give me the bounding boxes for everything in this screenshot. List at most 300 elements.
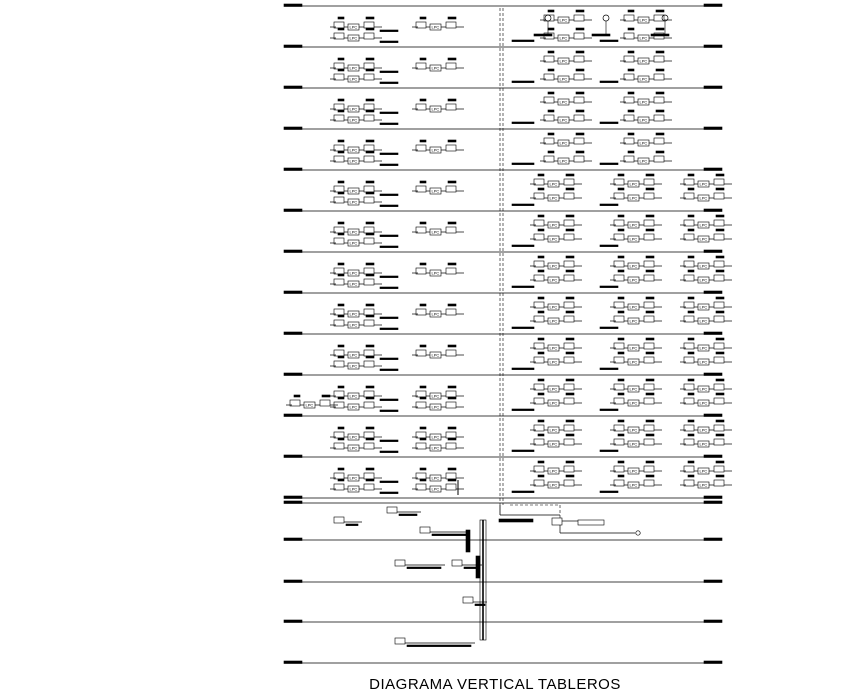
board-tag bbox=[566, 229, 574, 231]
board-symbol bbox=[420, 527, 430, 533]
feeder-tag bbox=[380, 481, 398, 483]
board-symbol bbox=[452, 560, 462, 566]
board-tag bbox=[656, 10, 664, 12]
breaker-tag bbox=[338, 233, 344, 235]
board-tag bbox=[366, 427, 374, 429]
meter-label: LPC bbox=[549, 345, 558, 351]
feeder-tag bbox=[512, 81, 534, 83]
board-tag bbox=[448, 99, 456, 101]
breaker-tag bbox=[338, 28, 344, 30]
meter-label: LPC bbox=[639, 76, 648, 82]
breaker-tag bbox=[538, 420, 544, 422]
distribution-board bbox=[564, 357, 574, 363]
meter-label: LPC bbox=[559, 35, 568, 41]
board-tag bbox=[475, 604, 485, 606]
basement-boards bbox=[334, 505, 640, 647]
breaker-tag bbox=[688, 270, 694, 272]
breaker-tag bbox=[628, 10, 634, 12]
board-tag bbox=[448, 479, 456, 481]
breaker-tag bbox=[338, 192, 344, 194]
meter-label: LPC bbox=[549, 359, 558, 365]
apartment-tablero bbox=[530, 174, 582, 187]
board-tag bbox=[576, 28, 584, 30]
breaker-tag bbox=[548, 51, 554, 53]
breaker-tag bbox=[538, 229, 544, 231]
feeder-tag bbox=[380, 194, 398, 196]
distribution-board bbox=[364, 186, 374, 192]
meter-label: LPC bbox=[699, 427, 708, 433]
board-tag bbox=[448, 468, 456, 470]
apartment-tablero bbox=[680, 434, 732, 447]
board-tag bbox=[566, 352, 574, 354]
apartment-tablero bbox=[610, 379, 662, 392]
meter-label: LPC bbox=[549, 263, 558, 269]
apartment-tablero bbox=[610, 393, 662, 406]
distribution-board bbox=[714, 275, 724, 281]
board-tag bbox=[448, 386, 456, 388]
breaker-tag bbox=[338, 69, 344, 71]
meter-label: LPC bbox=[349, 445, 358, 451]
feeder-tag bbox=[380, 369, 398, 371]
meter-label: LPC bbox=[699, 222, 708, 228]
distribution-board bbox=[364, 33, 374, 39]
feeder-tag bbox=[600, 163, 618, 165]
level-marker-left bbox=[284, 168, 302, 171]
breaker-tag bbox=[338, 17, 344, 19]
apartment-tablero bbox=[610, 352, 662, 365]
board-tag bbox=[576, 69, 584, 71]
meter-label: LPC bbox=[549, 482, 558, 488]
breaker-tag bbox=[688, 311, 694, 313]
distribution-board bbox=[644, 343, 654, 349]
main-board-bar bbox=[499, 519, 533, 522]
meter-label: LPC bbox=[629, 386, 638, 392]
apartment-tablero bbox=[620, 69, 672, 82]
board-tag bbox=[716, 379, 724, 381]
level-marker-right bbox=[704, 496, 722, 499]
distribution-board bbox=[446, 391, 456, 397]
apartment-tablero bbox=[540, 151, 592, 164]
breaker-tag bbox=[618, 393, 624, 395]
meter-label: LPC bbox=[629, 400, 638, 406]
distribution-board bbox=[364, 350, 374, 356]
meter-label: LPC bbox=[629, 318, 638, 324]
level-marker-right bbox=[704, 168, 722, 171]
distribution-board bbox=[364, 320, 374, 326]
meter-label: LPC bbox=[349, 270, 358, 276]
apartment-tablero bbox=[530, 434, 582, 447]
apartment-tablero bbox=[412, 140, 464, 153]
breaker-tag bbox=[538, 338, 544, 340]
apartment-tablero bbox=[680, 256, 732, 269]
feeder-tag bbox=[380, 153, 398, 155]
feeder-tag bbox=[380, 246, 398, 248]
board-tag bbox=[366, 345, 374, 347]
breaker-tag bbox=[688, 229, 694, 231]
level-marker-right bbox=[704, 373, 722, 376]
distribution-board bbox=[644, 193, 654, 199]
meter-label: LPC bbox=[629, 482, 638, 488]
meter-label: LPC bbox=[349, 229, 358, 235]
apartment-tablero bbox=[620, 110, 672, 123]
breaker-tag bbox=[338, 315, 344, 317]
breaker-tag bbox=[688, 393, 694, 395]
distribution-board bbox=[364, 279, 374, 285]
apartment-tablero bbox=[530, 229, 582, 242]
meter-label: LPC bbox=[549, 427, 558, 433]
board-tag bbox=[366, 151, 374, 153]
distribution-board bbox=[714, 384, 724, 390]
meter-label: LPC bbox=[629, 427, 638, 433]
apartment-tablero bbox=[530, 256, 582, 269]
level-marker-left bbox=[284, 538, 302, 541]
floor-level bbox=[284, 4, 722, 7]
distribution-board bbox=[714, 398, 724, 404]
apartment-tablero bbox=[530, 270, 582, 283]
meter-label: LPC bbox=[349, 199, 358, 205]
distribution-board bbox=[714, 343, 724, 349]
distribution-board bbox=[564, 179, 574, 185]
level-marker-right bbox=[704, 580, 722, 583]
apartment-tablero bbox=[680, 311, 732, 324]
board-tag bbox=[646, 256, 654, 258]
distribution-board bbox=[564, 466, 574, 472]
apartment-tablero bbox=[680, 420, 732, 433]
meter-label: LPC bbox=[549, 318, 558, 324]
grounding-terminal bbox=[636, 531, 640, 535]
meter-label: LPC bbox=[629, 236, 638, 242]
meter-label: LPC bbox=[629, 277, 638, 283]
meter-label: LPC bbox=[559, 76, 568, 82]
distribution-board bbox=[446, 63, 456, 69]
board-tag bbox=[366, 315, 374, 317]
breaker-tag bbox=[548, 92, 554, 94]
apartment-tablero bbox=[610, 338, 662, 351]
apartment-tablero bbox=[610, 256, 662, 269]
feeder-tag bbox=[380, 41, 398, 43]
board-tag bbox=[366, 386, 374, 388]
level-marker-left bbox=[284, 332, 302, 335]
meter-label: LPC bbox=[349, 322, 358, 328]
apartment-tablero bbox=[620, 133, 672, 146]
board-tag bbox=[566, 393, 574, 395]
meter-label: LPC bbox=[549, 222, 558, 228]
apartment-tablero bbox=[610, 475, 662, 488]
apartment-tablero bbox=[610, 461, 662, 474]
board-tag bbox=[646, 338, 654, 340]
breaker-tag bbox=[420, 479, 426, 481]
board-tag bbox=[407, 567, 441, 569]
distribution-board bbox=[446, 484, 456, 490]
board-tag bbox=[576, 133, 584, 135]
breaker-tag bbox=[618, 270, 624, 272]
breaker-tag bbox=[618, 311, 624, 313]
board-tag bbox=[366, 274, 374, 276]
distribution-board bbox=[364, 402, 374, 408]
board-tag bbox=[716, 188, 724, 190]
apartment-tablero bbox=[610, 215, 662, 228]
apartment-tablero bbox=[680, 215, 732, 228]
distribution-board bbox=[574, 15, 584, 21]
breaker-tag bbox=[688, 420, 694, 422]
meter-label: LPC bbox=[639, 140, 648, 146]
level-marker-right bbox=[704, 86, 722, 89]
meter-label: LPC bbox=[629, 222, 638, 228]
board-tag bbox=[366, 438, 374, 440]
feeder-tag bbox=[512, 122, 534, 124]
board-tag bbox=[366, 397, 374, 399]
breaker-tag bbox=[688, 352, 694, 354]
breaker-tag bbox=[338, 356, 344, 358]
meter-label: LPC bbox=[549, 195, 558, 201]
meter-label: LPC bbox=[559, 17, 568, 23]
board-tag bbox=[566, 297, 574, 299]
distribution-board bbox=[644, 398, 654, 404]
meter-label: LPC bbox=[349, 147, 358, 153]
breaker-tag bbox=[618, 338, 624, 340]
distribution-board bbox=[564, 261, 574, 267]
feeder-tag bbox=[600, 81, 618, 83]
feeder-tag bbox=[380, 276, 398, 278]
distribution-board bbox=[714, 193, 724, 199]
board-tag bbox=[464, 567, 478, 569]
board-tag bbox=[646, 215, 654, 217]
meter-label: LPC bbox=[349, 117, 358, 123]
apartment-tablero bbox=[610, 270, 662, 283]
apartment-tablero bbox=[620, 51, 672, 64]
breaker-tag bbox=[618, 475, 624, 477]
feeder-tag bbox=[512, 163, 534, 165]
distribution-board bbox=[364, 197, 374, 203]
meter-label: LPC bbox=[629, 359, 638, 365]
general-board bbox=[395, 560, 445, 569]
meter-label: LPC bbox=[431, 147, 440, 153]
distribution-board bbox=[644, 275, 654, 281]
board-tag bbox=[656, 110, 664, 112]
apartment-tablero bbox=[610, 297, 662, 310]
meter-label: LPC bbox=[549, 468, 558, 474]
board-tag bbox=[576, 92, 584, 94]
breaker-tag bbox=[618, 188, 624, 190]
meter-label: LPC bbox=[349, 352, 358, 358]
meter-label: LPC bbox=[699, 468, 708, 474]
breaker-tag bbox=[688, 475, 694, 477]
apartment-tablero bbox=[540, 69, 592, 82]
apartment-tablero bbox=[286, 395, 338, 408]
level-marker-left bbox=[284, 455, 302, 458]
apartment-tablero bbox=[530, 393, 582, 406]
distribution-board bbox=[364, 268, 374, 274]
meter-label: LPC bbox=[639, 99, 648, 105]
board-tag bbox=[448, 181, 456, 183]
breaker-tag bbox=[338, 397, 344, 399]
board-tag bbox=[566, 174, 574, 176]
level-marker-right bbox=[704, 209, 722, 212]
breaker-tag bbox=[420, 140, 426, 142]
breaker-tag bbox=[420, 58, 426, 60]
service-tag bbox=[592, 34, 610, 36]
distribution-board bbox=[564, 302, 574, 308]
breaker-tag bbox=[618, 461, 624, 463]
level-marker-left bbox=[284, 501, 302, 504]
board-tag bbox=[407, 645, 471, 647]
board-tag bbox=[716, 393, 724, 395]
breaker-tag bbox=[618, 297, 624, 299]
board-tag bbox=[366, 192, 374, 194]
board-tag bbox=[646, 174, 654, 176]
feeder-tag bbox=[380, 317, 398, 319]
distribution-board bbox=[364, 238, 374, 244]
distribution-board bbox=[644, 357, 654, 363]
distribution-board bbox=[714, 480, 724, 486]
distribution-board bbox=[644, 316, 654, 322]
apartment-tablero bbox=[540, 110, 592, 123]
board-tag bbox=[366, 304, 374, 306]
apartment-tablero bbox=[610, 229, 662, 242]
board-tag bbox=[576, 110, 584, 112]
board-tag bbox=[716, 338, 724, 340]
apartment-tablero bbox=[610, 188, 662, 201]
meter-label: LPC bbox=[549, 236, 558, 242]
meter-label: LPC bbox=[629, 345, 638, 351]
distribution-board bbox=[446, 402, 456, 408]
breaker-tag bbox=[338, 345, 344, 347]
meter-label: LPC bbox=[431, 393, 440, 399]
breaker-tag bbox=[538, 379, 544, 381]
meter-label: LPC bbox=[431, 229, 440, 235]
board-tag bbox=[448, 304, 456, 306]
floor-level bbox=[284, 538, 722, 541]
board-tag bbox=[646, 475, 654, 477]
general-board bbox=[420, 527, 470, 536]
breaker-tag bbox=[538, 311, 544, 313]
apartment-tablero bbox=[680, 461, 732, 474]
distribution-board bbox=[364, 443, 374, 449]
breaker-tag bbox=[338, 222, 344, 224]
board-tag bbox=[566, 270, 574, 272]
apartment-tablero bbox=[680, 475, 732, 488]
meter-label: LPC bbox=[699, 386, 708, 392]
board-tag bbox=[448, 222, 456, 224]
board-tag bbox=[346, 524, 358, 526]
distribution-board bbox=[564, 398, 574, 404]
distribution-board bbox=[320, 400, 330, 406]
meter-label: LPC bbox=[549, 400, 558, 406]
distribution-board bbox=[364, 227, 374, 233]
level-marker-right bbox=[704, 414, 722, 417]
breaker-tag bbox=[628, 69, 634, 71]
meter-label: LPC bbox=[699, 400, 708, 406]
apartment-tablero bbox=[620, 151, 672, 164]
board-tag bbox=[448, 58, 456, 60]
meter-label: LPC bbox=[699, 277, 708, 283]
distribution-board bbox=[364, 104, 374, 110]
feeder-tag bbox=[380, 205, 398, 207]
breaker-tag bbox=[618, 379, 624, 381]
breaker-tag bbox=[338, 304, 344, 306]
board-tag bbox=[646, 352, 654, 354]
feeder-tag bbox=[512, 327, 534, 329]
meter-label: LPC bbox=[431, 352, 440, 358]
breaker-tag bbox=[548, 110, 554, 112]
apartment-tablero bbox=[530, 215, 582, 228]
apartment-tablero bbox=[530, 461, 582, 474]
feeder-tag bbox=[512, 286, 534, 288]
general-board bbox=[387, 507, 421, 516]
breaker-tag bbox=[538, 393, 544, 395]
apartment-tablero bbox=[610, 434, 662, 447]
board-tag bbox=[366, 140, 374, 142]
apartment-tablero bbox=[680, 379, 732, 392]
feeder-tag bbox=[600, 491, 618, 493]
distribution-board bbox=[564, 384, 574, 390]
board-tag bbox=[566, 420, 574, 422]
feeder-tag bbox=[380, 82, 398, 84]
distribution-board bbox=[364, 432, 374, 438]
board-symbol bbox=[395, 638, 405, 644]
level-marker-right bbox=[704, 4, 722, 7]
meter-label: LPC bbox=[349, 240, 358, 246]
meter-label: LPC bbox=[431, 24, 440, 30]
apartment-tablero bbox=[610, 311, 662, 324]
distribution-board bbox=[574, 156, 584, 162]
meter-label: LPC bbox=[431, 188, 440, 194]
board-tag bbox=[432, 534, 466, 536]
distribution-board bbox=[714, 261, 724, 267]
apartment-tablero bbox=[680, 393, 732, 406]
distribution-board bbox=[644, 234, 654, 240]
apartment-tablero bbox=[530, 311, 582, 324]
breaker-tag bbox=[538, 188, 544, 190]
apartment-tablero bbox=[540, 133, 592, 146]
level-marker-left bbox=[284, 250, 302, 253]
board-tag bbox=[366, 233, 374, 235]
breaker-tag bbox=[688, 297, 694, 299]
level-marker-right bbox=[704, 661, 722, 664]
board-tag bbox=[322, 395, 330, 397]
breaker-tag bbox=[338, 140, 344, 142]
feeder-tag bbox=[380, 451, 398, 453]
level-marker-right bbox=[704, 455, 722, 458]
meter-label: LPC bbox=[699, 263, 708, 269]
board-tag bbox=[566, 311, 574, 313]
breaker-tag bbox=[618, 352, 624, 354]
breaker-tag bbox=[420, 427, 426, 429]
meter-label: LPC bbox=[639, 158, 648, 164]
board-tag bbox=[566, 256, 574, 258]
apartment-tablero bbox=[530, 379, 582, 392]
distribution-board bbox=[364, 63, 374, 69]
breaker-tag bbox=[548, 133, 554, 135]
breaker-tag bbox=[688, 379, 694, 381]
meter-label: LPC bbox=[699, 181, 708, 187]
meter-label: LPC bbox=[349, 106, 358, 112]
breaker-tag bbox=[538, 174, 544, 176]
breaker-tag bbox=[420, 17, 426, 19]
feeder-tag bbox=[380, 235, 398, 237]
breaker-tag bbox=[420, 397, 426, 399]
floor-level bbox=[284, 580, 722, 583]
distribution-board bbox=[564, 425, 574, 431]
meter-label: LPC bbox=[629, 441, 638, 447]
board-tag bbox=[716, 174, 724, 176]
board-tag bbox=[656, 51, 664, 53]
meter-label: LPC bbox=[699, 345, 708, 351]
breaker-tag bbox=[420, 222, 426, 224]
feeder-tag bbox=[380, 410, 398, 412]
breaker-tag bbox=[420, 345, 426, 347]
distribution-board bbox=[714, 179, 724, 185]
